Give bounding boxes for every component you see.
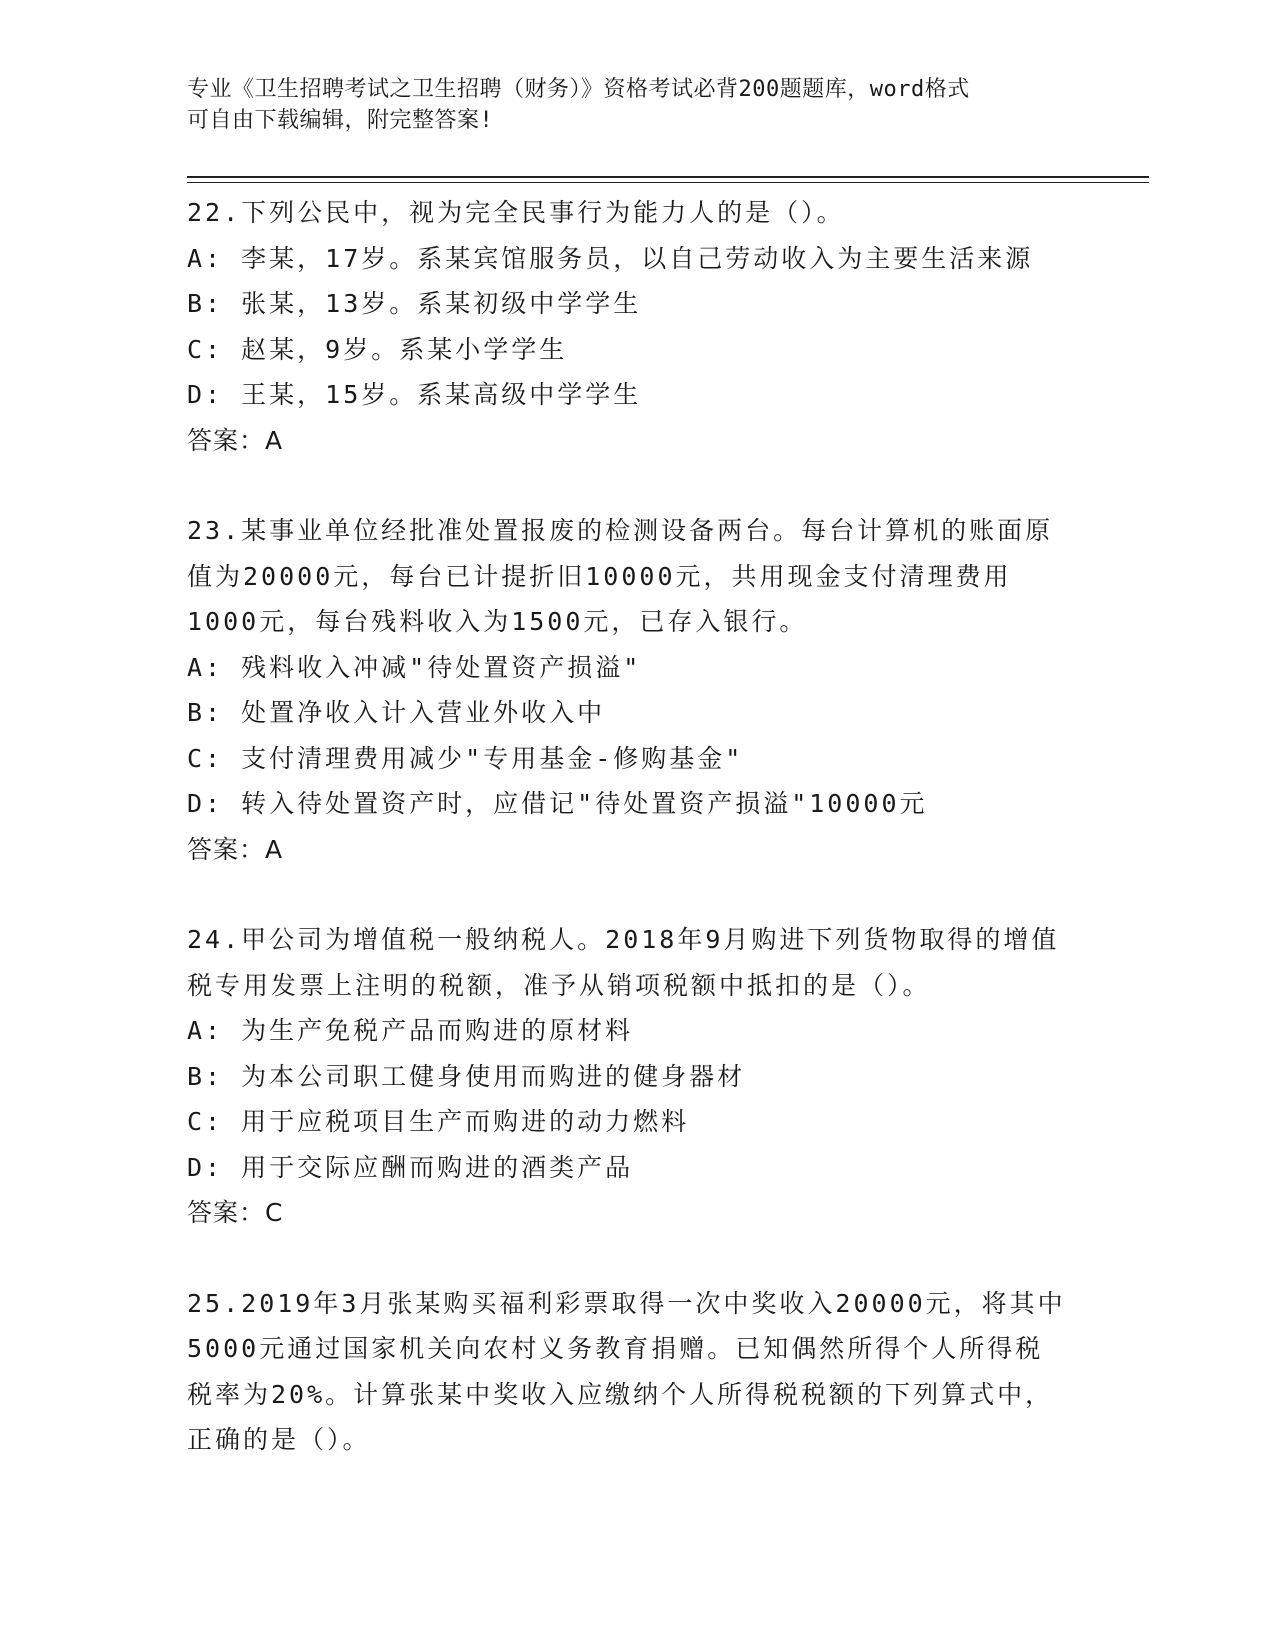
option-a: A: 残料收入冲减"待处置资产损溢" (187, 652, 642, 682)
question-25 (187, 1281, 1127, 1463)
option-c: C: 用于应税项目生产而购进的动力燃料 (187, 1107, 690, 1136)
answer: 答案：C (187, 1198, 284, 1227)
header-divider-thin (187, 182, 1149, 183)
question-24 (187, 917, 1127, 1236)
option-b: B: 为本公司职工健身使用而购进的健身器材 (187, 1061, 746, 1091)
question-stem: 正确的是（）。 (187, 1425, 371, 1454)
header-line-1: 专业《卫生招聘考试之卫生招聘（财务）》资格考试必背200题题库，word格式 (187, 77, 970, 102)
option-a: A: 李某，17岁。系某宾馆服务员，以自己劳动收入为主要生活来源 (187, 243, 1034, 273)
option-d: D: 用于交际应酬而购进的酒类产品 (187, 1152, 634, 1182)
question-stem: 1000元，每台残料收入为1500元，已存入银行。 (187, 607, 808, 636)
question-stem: 税专用发票上注明的税额，准予从销项税额中抵扣的是（）。 (187, 970, 931, 1000)
header-divider-thick (187, 176, 1149, 178)
option-d: D: 转入待处置资产时，应借记"待处置资产损溢"10000元 (187, 789, 928, 818)
option-b: B: 处置净收入计入营业外收入中 (187, 698, 606, 727)
option-c: C: 赵某，9岁。系某小学学生 (187, 334, 568, 364)
option-b: B: 张某，13岁。系某初级中学学生 (187, 289, 642, 318)
answer: 答案：A (187, 834, 284, 864)
question-stem: 25.2019年3月张某购买福利彩票取得一次中奖收入20000元，将其中 (187, 1288, 1066, 1318)
question-stem: 税率为20%。计算张某中奖收入应缴纳个人所得税税额的下列算式中， (187, 1379, 1054, 1409)
question-stem: 22.下列公民中，视为完全民事行为能力人的是（）。 (187, 198, 845, 227)
answer: 答案：A (187, 425, 284, 455)
question-23 (187, 508, 1127, 872)
document-header (187, 74, 1067, 136)
question-list (187, 190, 1127, 1508)
question-stem: 5000元通过国家机关向农村义务教育捐赠。已知偶然所得个人所得税 (187, 1334, 1044, 1363)
header-line-2: 可自由下载编辑，附完整答案! (187, 108, 494, 133)
option-c: C: 支付清理费用减少"专用基金-修购基金" (187, 743, 744, 773)
question-stem: 23.某事业单位经批准处置报废的检测设备两台。每台计算机的账面原 (187, 516, 1054, 545)
question-22 (187, 190, 1127, 463)
option-a: A: 为生产免税产品而购进的原材料 (187, 1016, 634, 1045)
question-stem: 值为20000元，每台已计提折旧10000元，共用现金支付清理费用 (187, 561, 1012, 591)
question-stem: 24.甲公司为增值税一般纳税人。2018年9月购进下列货物取得的增值 (187, 925, 1060, 954)
option-d: D: 王某，15岁。系某高级中学学生 (187, 380, 642, 409)
